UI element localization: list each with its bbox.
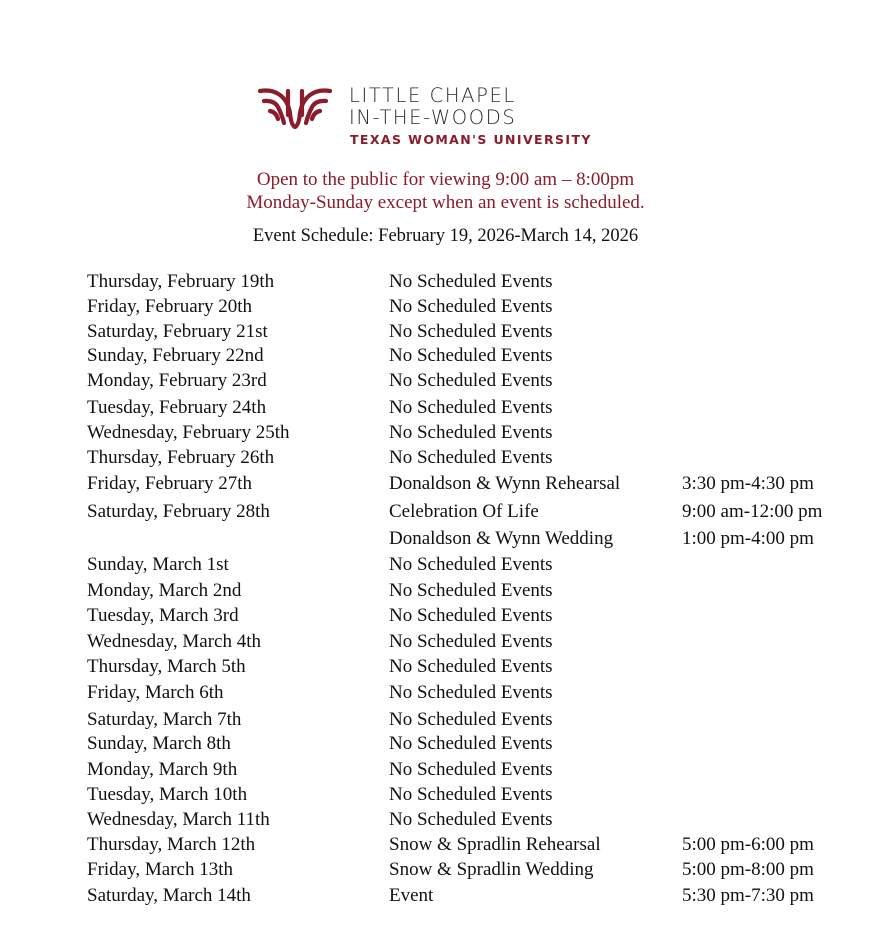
schedule-day: Tuesday, March 10th <box>87 784 248 805</box>
schedule-event: Celebration Of Life <box>389 501 539 522</box>
schedule-day: Monday, March 9th <box>87 759 238 780</box>
schedule-day: Tuesday, March 3rd <box>87 605 239 626</box>
schedule-event: No Scheduled Events <box>389 345 553 366</box>
schedule-row <box>0 555 891 579</box>
schedule-day: Saturday, March 14th <box>87 885 251 906</box>
schedule-event: No Scheduled Events <box>389 709 553 730</box>
schedule-event: Donaldson & Wynn Wedding <box>389 528 614 549</box>
schedule-row <box>0 632 891 656</box>
schedule-time: 1:00 pm-4:00 pm <box>682 528 814 549</box>
schedule-row <box>0 322 891 346</box>
schedule-row <box>0 398 891 422</box>
schedule-day: Wednesday, March 4th <box>87 631 261 652</box>
twu-wings-logo-icon <box>258 85 332 129</box>
schedule-event: No Scheduled Events <box>389 784 553 805</box>
schedule-row <box>0 606 891 630</box>
schedule-row <box>0 760 891 784</box>
schedule-day: Saturday, February 28th <box>87 501 270 522</box>
schedule-day: Monday, March 2nd <box>87 580 242 601</box>
schedule-day: Sunday, February 22nd <box>87 345 264 366</box>
schedule-event: No Scheduled Events <box>389 580 553 601</box>
schedule-day: Sunday, March 1st <box>87 554 229 575</box>
schedule-event: Event <box>389 885 434 906</box>
schedule-row <box>0 734 891 758</box>
schedule-event: No Scheduled Events <box>389 656 553 677</box>
schedule-time: 5:00 pm-8:00 pm <box>682 859 814 880</box>
schedule-event: No Scheduled Events <box>389 759 553 780</box>
schedule-event: No Scheduled Events <box>389 422 553 443</box>
schedule-event: No Scheduled Events <box>389 271 553 292</box>
schedule-event: No Scheduled Events <box>389 631 553 652</box>
schedule-day: Wednesday, February 25th <box>87 422 290 443</box>
schedule-event: No Scheduled Events <box>389 733 553 754</box>
hours-notice-line1: Open to the public for viewing 9:00 am – 8:00pm <box>256 169 635 190</box>
schedule-day: Saturday, March 7th <box>87 709 242 730</box>
schedule-row <box>0 860 891 884</box>
schedule-row <box>0 657 891 681</box>
schedule-event: No Scheduled Events <box>389 296 553 317</box>
schedule-day: Tuesday, February 24th <box>87 397 267 418</box>
schedule-row <box>0 346 891 370</box>
logo-university-name: TEXAS WOMAN'S UNIVERSITY <box>350 132 592 147</box>
schedule-row <box>0 371 891 395</box>
schedule-event: No Scheduled Events <box>389 682 553 703</box>
schedule-day: Friday, March 6th <box>87 682 224 703</box>
schedule-event: No Scheduled Events <box>389 554 553 575</box>
schedule-row <box>0 886 891 910</box>
schedule-event: No Scheduled Events <box>389 397 553 418</box>
schedule-row <box>0 474 891 498</box>
schedule-day: Saturday, February 21st <box>87 321 268 342</box>
schedule-day: Friday, February 27th <box>87 473 252 494</box>
schedule-day: Friday, February 20th <box>87 296 252 317</box>
schedule-row <box>0 785 891 809</box>
schedule-day: Friday, March 13th <box>87 859 233 880</box>
schedule-event: No Scheduled Events <box>389 447 553 468</box>
schedule-event: Snow & Spradlin Rehearsal <box>389 834 601 855</box>
schedule-title: Event Schedule: February 19, 2026-March 14, 2026 <box>252 226 639 246</box>
schedule-event: Snow & Spradlin Wedding <box>389 859 594 880</box>
schedule-event: No Scheduled Events <box>389 370 553 391</box>
hours-notice-line2: Monday-Sunday except when an event is scheduled. <box>246 192 645 213</box>
schedule-event: No Scheduled Events <box>389 605 553 626</box>
schedule-row <box>0 529 891 553</box>
schedule-row <box>0 710 891 734</box>
schedule-event: No Scheduled Events <box>389 809 553 830</box>
schedule-time: 5:30 pm-7:30 pm <box>682 885 814 906</box>
chapel-logo <box>258 83 603 153</box>
schedule-day: Monday, February 23rd <box>87 370 267 391</box>
schedule-day: Thursday, March 5th <box>87 656 246 677</box>
schedule-day: Thursday, February 26th <box>87 447 275 468</box>
logo-name-line1: LITTLE CHAPEL <box>349 84 516 107</box>
schedule-day: Sunday, March 8th <box>87 733 231 754</box>
schedule-row <box>0 683 891 707</box>
schedule-time: 9:00 am-12:00 pm <box>682 501 823 522</box>
schedule-row <box>0 502 891 526</box>
schedule-event: No Scheduled Events <box>389 321 553 342</box>
schedule-row <box>0 423 891 447</box>
schedule-event: Donaldson & Wynn Rehearsal <box>389 473 621 494</box>
schedule-row <box>0 448 891 472</box>
schedule-row <box>0 297 891 321</box>
schedule-row <box>0 272 891 296</box>
schedule-day: Wednesday, March 11th <box>87 809 270 830</box>
schedule-day: Thursday, February 19th <box>87 271 275 292</box>
schedule-day: Thursday, March 12th <box>87 834 256 855</box>
schedule-row <box>0 581 891 605</box>
logo-name-line2: IN-THE-WOODS <box>349 106 517 129</box>
schedule-row <box>0 810 891 834</box>
schedule-row <box>0 835 891 859</box>
schedule-time: 5:00 pm-6:00 pm <box>682 834 814 855</box>
schedule-time: 3:30 pm-4:30 pm <box>682 473 814 494</box>
